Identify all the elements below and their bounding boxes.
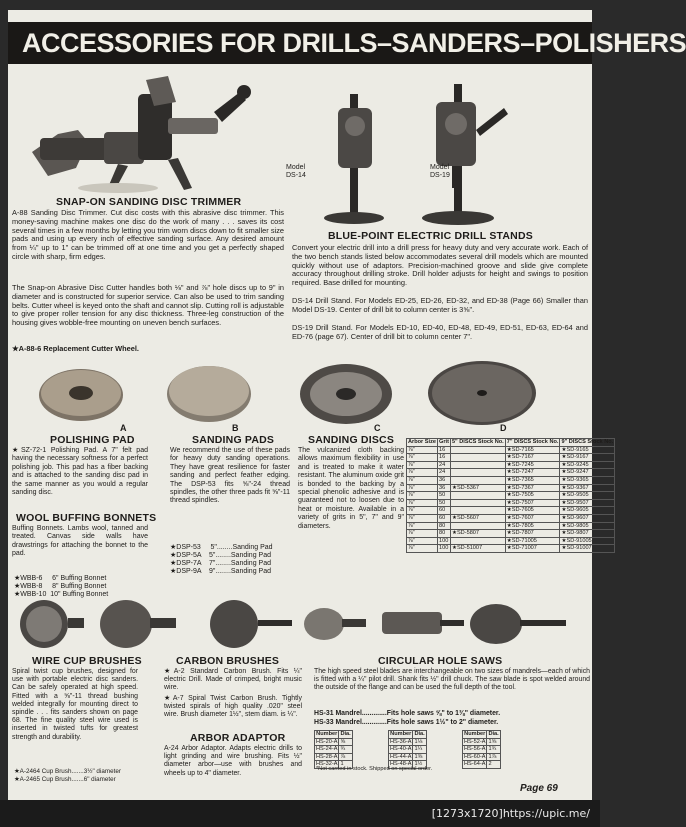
model-ds19-label: Model DS-19 <box>430 164 450 179</box>
hole-saw-cell: HS-28-A <box>316 753 338 760</box>
polishing-pad-heading: POLISHING PAD <box>50 434 135 446</box>
hole-saw-cell: ⅞ <box>339 753 352 761</box>
sanding-pads-heading: SANDING PADS <box>192 434 275 446</box>
disc-table-cell: ★SD-7167 <box>505 454 560 462</box>
disc-table-row <box>407 484 615 492</box>
carbon-brush-a2: ★A-2 Standard Carbon Brush. Fits ¼" electric Drill. Made of crimped, bright music wire. <box>164 668 302 692</box>
hole-saw-row <box>389 753 427 761</box>
disc-table-cell: ★SD-9245 <box>560 461 615 469</box>
hole-saw-cell: HS-60-A <box>464 753 486 760</box>
hole-saws-heading: CIRCULAR HOLE SAWS <box>378 655 503 667</box>
col-grit: Grit <box>438 439 449 445</box>
disc-table-row <box>407 454 615 462</box>
carbon-brush-a7: ★A-7 Spiral Twist Carbon Brush. Tightly twisted spirals of high quality .020" steel wire. Brush diameter 1½", stem diam. is ¼". <box>164 695 302 719</box>
hole-saw-cell: ¾ <box>339 746 352 754</box>
cup-brush-item-1: ★A-2464 Cup Brush.......3½" diameter <box>14 768 121 775</box>
col-arbor: Arbor Size <box>408 439 436 445</box>
disc-table-cell: ⅞" <box>407 476 438 484</box>
disc-table-cell: ★SD-5367 <box>450 484 505 492</box>
hole-saws-para: The high speed steel blades are interchangeable on two sizes of mandrels—each of which is fitted with a ¼" pilot drill. Shank fits ½" drill chuck. The saw blade is spot welded around the outside of the flange and can be used the full depth of the tool. <box>314 668 590 692</box>
hole-saw-row <box>315 738 353 746</box>
disc-table-cell <box>450 461 505 469</box>
disc-table-cell: ⅞" <box>407 530 438 538</box>
disc-table-cell: ★SD-9367 <box>560 484 615 492</box>
hole-saw-row <box>463 738 501 746</box>
hole-saw-cell: HS-52-A <box>464 738 486 745</box>
disc-table-cell: ⅞" <box>407 507 438 515</box>
disc-table-row <box>407 507 615 515</box>
hole-saw-cell: HS-32-A <box>316 761 338 768</box>
sanding-pad-item-4: ★DSP-9A 9"........Sanding Pad <box>170 568 271 575</box>
disc-table-cell: 80 <box>437 522 450 530</box>
disc-table-cell: ★SD-7605 <box>505 507 560 515</box>
disc-table-cell: 60 <box>437 514 450 522</box>
disc-table-cell: ★SD-5807 <box>450 530 505 538</box>
hs2-col-number: Number <box>390 731 412 737</box>
disc-table-cell: 60 <box>437 507 450 515</box>
disc-table-cell <box>450 492 505 500</box>
disc-table-cell <box>450 469 505 477</box>
disc-table-row <box>407 492 615 500</box>
hole-saw-cell: 1¼ <box>413 746 426 754</box>
disc-table-cell: 24 <box>437 461 450 469</box>
disc-table-cell <box>450 476 505 484</box>
disc-table-cell: ★SD-9507 <box>560 499 615 507</box>
disc-table-cell: 16 <box>437 454 450 462</box>
disc-trimmer-para1: A-88 Sanding Disc Trimmer. Cut disc costs with this abrasive disc trimmer. This money-saving machine makes one disc do the work of many . . . saves its cost several times in a few months by letting you trim worn discs down to fit smaller size pads and using up every inch of effective sanding surface. Any desired amount from ¼" up to 1" can be trimmed off at one time and you get a perfectly shaped circle with sharp, firm edges. <box>12 208 284 261</box>
disc-table-cell: ★SD-9807 <box>560 530 615 538</box>
disc-table-cell: 50 <box>437 499 450 507</box>
mandrel-hs33: HS-33 Mandrel.............Fits hole saws 1½" to 2" diameter. <box>314 719 499 726</box>
disc-table-cell: ★SD-9607 <box>560 514 615 522</box>
arbor-adaptor-para: A-24 Arbor Adaptor. Adapts electric drills to light grinding and wire brushing. Fits ½" diameter arbor—use with brushes and wheels up to 4" diameter. <box>164 745 302 777</box>
sanding-pad-item-1: ★DSP-53 5"........Sanding Pad <box>170 544 273 551</box>
disc-table-cell: ★SD-7247 <box>505 469 560 477</box>
disc-table-cell: ★SD-7365 <box>505 476 560 484</box>
wire-cup-para: Spiral twist cup brushes, designed for use with portable electric disc sanders. Can be safely operated at high speed. Fitted with a ⅝"-11 thread bushing welded integrally for mounting direct to spindle . . . fits sanders shown on page 68. The fine quality steel wire used is inserted in twisted tufts for greatest strength and durability. <box>12 668 138 741</box>
disc-table-cell: ⅞" <box>407 537 438 545</box>
hole-saw-cell: 1⅜ <box>413 753 426 761</box>
sanding-disc-d-image <box>426 360 538 426</box>
disc-table-cell: 16 <box>437 446 450 454</box>
disc-table-cell <box>450 537 505 545</box>
disc-label-b: B <box>232 423 239 433</box>
disc-table-cell <box>450 522 505 530</box>
bonnet-item-3: ★WBB-10 10" Buffing Bonnet <box>14 591 109 598</box>
hole-saw-cell: HS-56-A <box>464 746 486 753</box>
disc-table-cell: ⅞" <box>407 492 438 500</box>
disc-table-cell: ★SD-7165 <box>505 446 560 454</box>
disc-table-cell: ★SD-91007 <box>560 545 615 553</box>
cup-brush-item-2: ★A-2465 Cup Brush.......6" diameter <box>14 776 116 783</box>
carbon-brushes-heading: CARBON BRUSHES <box>176 655 280 667</box>
col-7in: 7" DISCS Stock No. <box>506 439 559 445</box>
wire-cup-heading: WIRE CUP BRUSHES <box>32 655 142 667</box>
hole-saw-row <box>463 761 501 769</box>
sanding-discs-para: The vulcanized cloth backing allows maximum flexibility in use and is treated to make it water resistant. The aluminum oxide grit is bonded to the backing by a special phenolic adhesive and is guaranteed not to loosen due to heat or moisture. Available in a variety of grits in 5", 7" and 9" diameters. <box>298 447 404 530</box>
hole-saw-cell: HS-24-A <box>316 746 338 753</box>
disc-trimmer-heading: SNAP-ON SANDING DISC TRIMMER <box>56 196 242 208</box>
arbor-adaptor-heading: ARBOR ADAPTOR <box>190 732 286 744</box>
disc-table-cell: ⅞" <box>407 499 438 507</box>
disc-table-cell: ⅞" <box>407 514 438 522</box>
disc-table-cell <box>450 454 505 462</box>
disc-table-cell: 80 <box>437 530 450 538</box>
image-source-footer: [1273x1720]https://upic.me/ <box>0 800 600 827</box>
disc-table-row <box>407 514 615 522</box>
hole-saw-table-2 <box>388 730 427 769</box>
disc-table-cell <box>450 499 505 507</box>
disc-table-row <box>407 446 615 454</box>
disc-table-cell: ★SD-91005 <box>560 537 615 545</box>
hole-saw-row <box>463 753 501 761</box>
disc-table-cell: 100 <box>437 545 450 553</box>
disc-table-cell: ★SD-71005 <box>505 537 560 545</box>
disc-table-cell: ⅞" <box>407 522 438 530</box>
disc-table-cell: ★SD-9167 <box>560 454 615 462</box>
hole-saw-cell: HS-48-A <box>390 761 412 768</box>
disc-table-cell: ★SD-7367 <box>505 484 560 492</box>
disc-table-cell: 24 <box>437 469 450 477</box>
hole-saw-row <box>389 746 427 754</box>
disc-table-row <box>407 545 615 553</box>
disc-table-cell: ★SD-9247 <box>560 469 615 477</box>
col-5in: 5" DISCS Stock No. <box>451 439 504 445</box>
hole-saw-row <box>389 738 427 746</box>
hole-saw-table-1 <box>314 730 353 769</box>
disc-table-row <box>407 476 615 484</box>
ds19-description: DS-19 Drill Stand. For Models ED-10, ED-40, ED-48, ED-49, ED-51, ED-63, ED-64 and ED-76 (page 67). Center of drill bit to column center 7". <box>292 323 588 341</box>
page-banner: ACCESSORIES FOR DRILLS–SANDERS–POLISHERS <box>8 22 592 64</box>
disc-table-cell <box>450 446 505 454</box>
disc-table-cell: 36 <box>437 476 450 484</box>
disc-table-cell: ★SD-9605 <box>560 507 615 515</box>
disc-table-cell: ★SD-7805 <box>505 522 560 530</box>
disc-table-cell: ⅞" <box>407 545 438 553</box>
disc-table-cell: ★SD-9165 <box>560 446 615 454</box>
disc-table-cell: ⅞" <box>407 469 438 477</box>
disc-table-cell: 36 <box>437 484 450 492</box>
disc-table-row <box>407 461 615 469</box>
page-number: Page 69 <box>520 783 558 794</box>
disc-table-cell: ★SD-9505 <box>560 492 615 500</box>
disc-table-cell <box>450 507 505 515</box>
bonnet-item-1: ★WBB-6 6" Buffing Bonnet <box>14 575 107 582</box>
hole-saw-cell: 1⅛ <box>413 738 426 746</box>
sanding-discs-table <box>406 438 615 553</box>
sanding-pad-item-2: ★DSP-5A 5"........Sanding Pad <box>170 552 271 559</box>
hole-saw-cell: 2 <box>487 761 500 769</box>
disc-table-cell: ★SD-9365 <box>560 476 615 484</box>
hole-saw-cell: 1¾ <box>487 746 500 754</box>
bonnet-item-2: ★WBB-8 8" Buffing Bonnet <box>14 583 107 590</box>
model-ds14-label: Model DS-14 <box>286 164 306 179</box>
disc-table-cell: ★SD-9805 <box>560 522 615 530</box>
disc-table-cell: ★SD-7507 <box>505 499 560 507</box>
disc-table-cell: ★SD-51007 <box>450 545 505 553</box>
hs1-col-number: Number <box>316 731 338 737</box>
disc-table-cell: ★SD-7807 <box>505 530 560 538</box>
hs3-col-dia: Dia. <box>488 731 499 737</box>
hole-saw-cell: HS-40-A <box>390 746 412 753</box>
hole-saw-row <box>315 746 353 754</box>
disc-table-cell: ★SD-5607 <box>450 514 505 522</box>
hole-saw-cell: 1⅞ <box>487 753 500 761</box>
polishing-pad-image <box>36 366 126 424</box>
drill-stands-heading: BLUE-POINT ELECTRIC DRILL STANDS <box>328 230 533 242</box>
sanding-pads-para: We recommend the use of these pads for heavy duty sanding operations. They have great resilience for faster sanding and perfect feather edging. The DSP-53 fits ⅝"-24 thread spindles, the other three pads fit ⅝"-11 thread spindles. <box>170 447 290 505</box>
disc-trimmer-para2: The Snap-on Abrasive Disc Cutter handles both ⅛" and ⅞" hole discs up to 9" in diameter and is constructed for superior service. Can also be used to trim sanding belts. Cutter wheel is keyed onto the shaft and cannot slip. Cutting roll is adjustable to give proper roller tension for any disc thickness. Three-leg construction of the housing gives wobble-free mounting on uneven bench surfaces. <box>12 283 284 328</box>
hole-saw-cell: 1 <box>339 761 352 769</box>
disc-table-cell: ★SD-7245 <box>505 461 560 469</box>
disc-label-d: D <box>500 423 507 433</box>
hole-saw-cell: HS-20-A <box>316 738 338 745</box>
hole-saw-cell: 1⅝ <box>487 738 500 746</box>
hole-saw-cell: 1½ <box>413 761 426 769</box>
disc-label-c: C <box>374 423 381 433</box>
disc-trimmer-image <box>18 72 283 196</box>
disc-table-cell: ★SD-7607 <box>505 514 560 522</box>
col-9in: 9" DISCS Stock No. <box>561 439 614 445</box>
disc-table-cell: ⅞" <box>407 461 438 469</box>
disc-table-cell: ⅞" <box>407 446 438 454</box>
hole-saw-row <box>315 753 353 761</box>
hs3-col-number: Number <box>464 731 486 737</box>
drill-stands-para: Convert your electric drill into a drill press for heavy duty and very accurate work. Each of the two bench stands listed below accommodates several drill models which are mounted quickly without use of adaptors. Precision-machined groove and slide give complete accuracy throughout drilling stroke. Drill holder adjusts for height and swings to position required. Base drilled for mounting. <box>292 243 588 288</box>
disc-label-a: A <box>120 423 127 433</box>
hole-saw-cell: HS-36-A <box>390 738 412 745</box>
hole-saw-row <box>463 746 501 754</box>
disc-table-cell: 50 <box>437 492 450 500</box>
sanding-pad-item-3: ★DSP-7A 7"........Sanding Pad <box>170 560 271 567</box>
disc-table-row <box>407 530 615 538</box>
disc-table-cell: ★SD-7505 <box>505 492 560 500</box>
sanding-pad-image <box>164 360 254 424</box>
hole-saw-cell: HS-44-A <box>390 753 412 760</box>
disc-table-cell: ★SD-71007 <box>505 545 560 553</box>
hole-saw-cell: ⅝ <box>339 738 352 746</box>
mandrel-hs31: HS-31 Mandrel.............Fits hole saws ⅝" to 1⅜" diameter. <box>314 710 501 717</box>
ds14-description: DS-14 Drill Stand. For Models ED-25, ED-26, ED-32, and ED-38 (Page 66) Smaller than Model DS-19. Center of drill bit to column center is 3⅝". <box>292 296 588 314</box>
brushes-and-saws-image <box>14 594 586 652</box>
drill-stands-image <box>308 78 558 228</box>
disc-table-row <box>407 469 615 477</box>
hole-saw-cell: HS-64-A <box>464 761 486 768</box>
hs2-col-dia: Dia. <box>414 731 425 737</box>
disc-table-cell: ⅞" <box>407 484 438 492</box>
disc-table-cell: 100 <box>437 537 450 545</box>
hs1-col-dia: Dia. <box>340 731 351 737</box>
disc-table-cell: ⅞" <box>407 454 438 462</box>
sanding-disc-c-image <box>296 362 396 426</box>
wool-bonnets-heading: WOOL BUFFING BONNETS <box>16 512 157 524</box>
replacement-cutter-wheel: ★A-88-6 Replacement Cutter Wheel. <box>12 344 139 353</box>
hole-saw-table-3 <box>462 730 501 769</box>
polishing-pad-para: ★SZ-72-1 Polishing Pad. A 7" felt pad having the necessary softness for a perfect polishing job. This pad has a fiber backing and is attached to the sanding disc pad in the same manner as you would a regular sanding disc. <box>12 447 148 497</box>
disc-table-row <box>407 499 615 507</box>
sanding-discs-heading: SANDING DISCS <box>308 434 395 446</box>
special-order-note: *Not carried in stock. Shipped on special order. <box>316 766 433 772</box>
disc-table-row <box>407 537 615 545</box>
catalog-page <box>8 10 686 800</box>
disc-table-row <box>407 522 615 530</box>
wool-bonnets-para: Buffing Bonnets. Lambs wool, tanned and treated. Canvas side walls have drawstrings for attaching the bonnet to the pad. <box>12 525 148 558</box>
